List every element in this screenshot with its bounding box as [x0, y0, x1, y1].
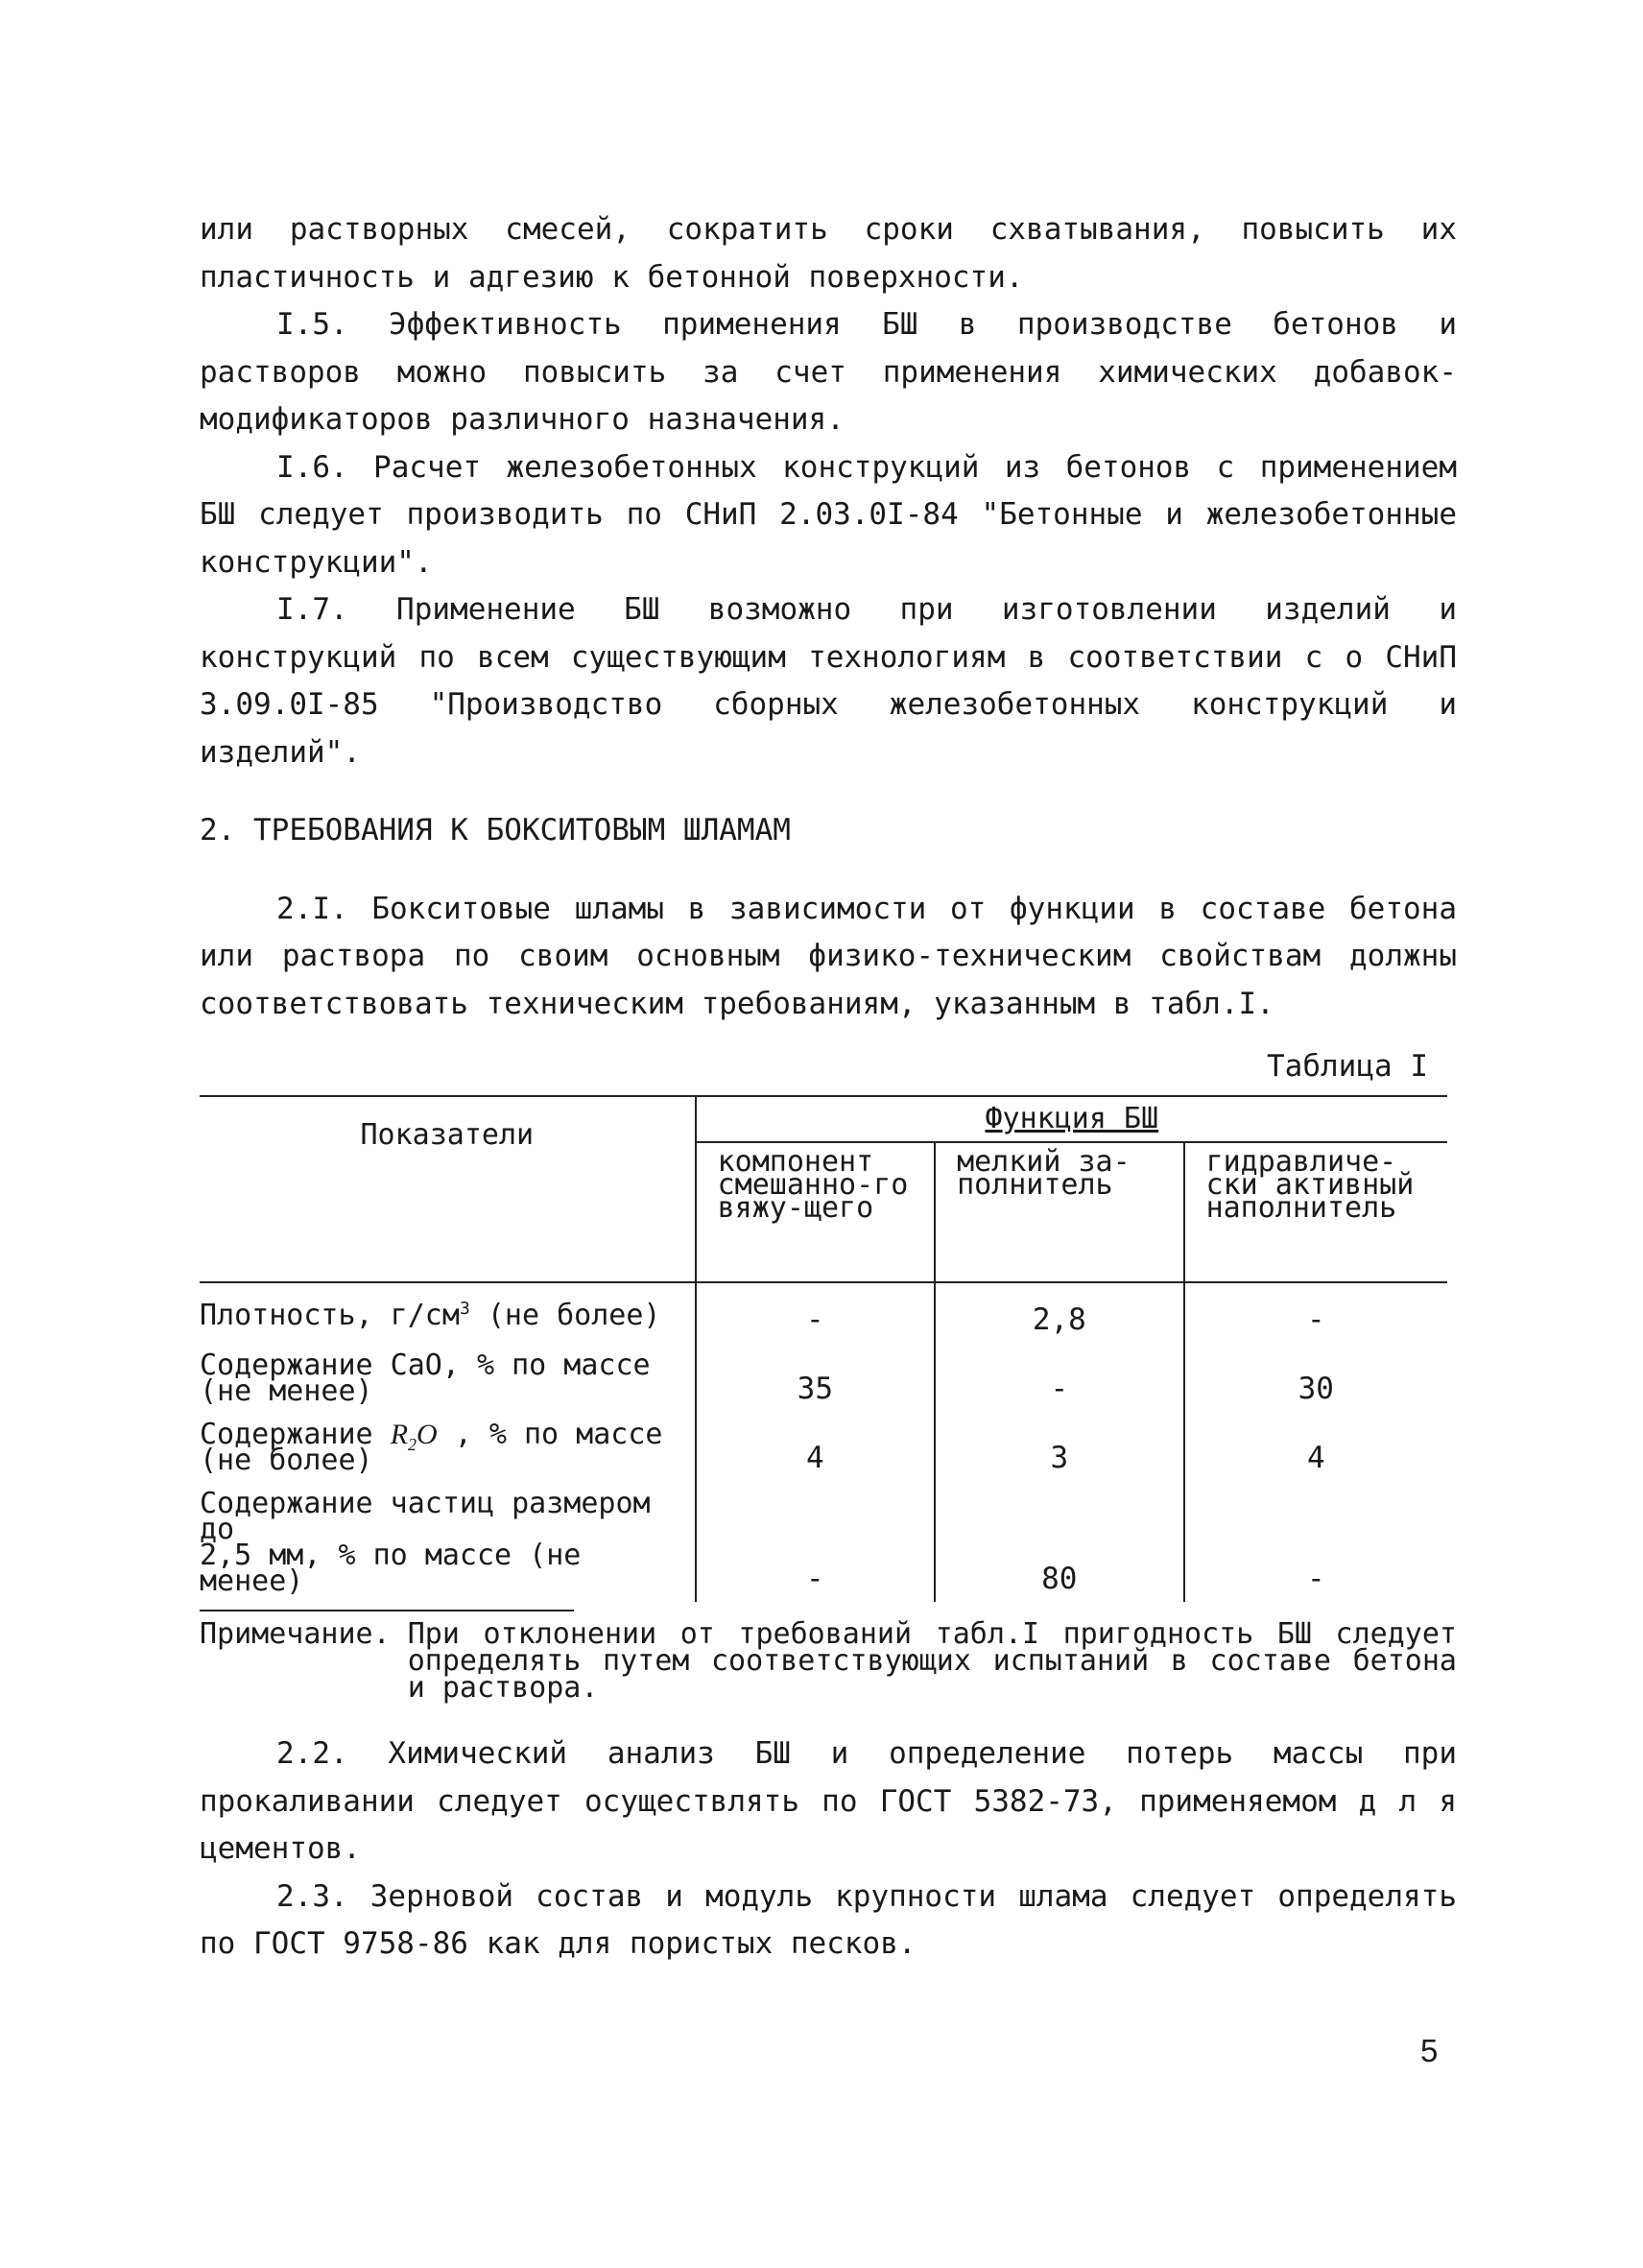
table-cell: 4: [696, 1412, 935, 1481]
subheader-active-filler: гидравличе-ски активный наполнитель: [1184, 1142, 1447, 1282]
table-cell: 30: [1298, 1372, 1334, 1406]
paragraph-2-1: 2.I. Бокситовые шламы в зависимости от функции в составе бетона или раствора по своим основным физико-техническим свойствам должны соответствовать техническим требованиям, указанным в табл.I.: [200, 891, 1457, 1021]
row-label-density: Плотность, $г/см^3$ (не более): [200, 1282, 696, 1343]
section-title: 2. ТРЕБОВАНИЯ К БОКСИТОВЫМ ШЛАМАМ: [200, 813, 791, 848]
note-divider: [200, 1610, 574, 1611]
paragraph-1-7: I.7. Применение БШ возможно при изготовлении изделий и конструкций по всем существующим технологиям в соответствии с о СНиП 3.09.0I-85 "Производство сборных железобетонных конструкций и изделий".: [200, 592, 1457, 770]
table-cell: 35: [696, 1343, 935, 1412]
header-function: Функция БШ: [696, 1096, 1447, 1142]
subheader-fine-aggregate: мелкий за-полнитель: [935, 1142, 1184, 1282]
header-indicators: Показатели: [200, 1096, 696, 1282]
table-row: [200, 1412, 1447, 1481]
table-cell: -: [1306, 1562, 1325, 1596]
table-cell: -: [935, 1343, 1184, 1412]
table-cell: 80: [935, 1481, 1184, 1602]
note-text: При отклонении от требований табл.I пригодность БШ следует определять путем соответствующих испытаний в составе бетона и раствора.: [407, 1617, 1457, 1705]
note-label: Примечание.: [200, 1617, 391, 1651]
document-page: [200, 206, 1457, 1969]
row-label-particles: Содержание частиц размером до 2,5 мм, % по массе (не менее): [200, 1481, 696, 1602]
requirements-table: [200, 1095, 1447, 1602]
table-note: [200, 1617, 1457, 1705]
row-label-cao: Содержание СаО, % по массе (не менее): [200, 1343, 696, 1412]
page-number: 5: [1420, 2033, 1439, 2068]
table-cell: 3: [935, 1412, 1184, 1481]
table-cell: 4: [1306, 1441, 1325, 1475]
table-row: [200, 1481, 1447, 1602]
paragraph-intro: или растворных смесей, сократить сроки схватывания, повысить их пластичность и адгезию к бетонной поверхности.: [200, 212, 1457, 295]
paragraph-2-3: 2.3. Зерновой состав и модуль крупности шлама следует определять по ГОСТ 9758-86 как для пористых песков.: [200, 1878, 1457, 1961]
subheader-binder-component: компонент смешанно-го вяжу-щего: [696, 1142, 935, 1282]
table-row: [200, 1282, 1447, 1343]
row-label-r2o: Содержание $R_2O$ , % по массе (не более): [200, 1412, 696, 1481]
table-row: [200, 1343, 1447, 1412]
table-cell: -: [696, 1481, 935, 1602]
table-cell: -: [696, 1282, 935, 1343]
paragraph-1-5: I.5. Эффективность применения БШ в производстве бетонов и растворов можно повысить за счет применения химических добавок-модификаторов различного назначения.: [200, 307, 1457, 437]
paragraph-2-2: 2.2. Химический анализ БШ и определение потерь массы при прокаливании следует осуществлять по ГОСТ 5382-73, применяемом д л я цементов.: [200, 1736, 1457, 1866]
paragraph-1-6: I.6. Расчет железобетонных конструкций из бетонов с применением БШ следует производить по СНиП 2.03.0I-84 "Бетонные и железобетонные конструкции".: [200, 449, 1457, 580]
table-caption: Таблица I: [1267, 1049, 1428, 1084]
table-cell: 2,8: [935, 1282, 1184, 1343]
table-cell: -: [1306, 1302, 1325, 1337]
table-header-row: [200, 1096, 1447, 1142]
